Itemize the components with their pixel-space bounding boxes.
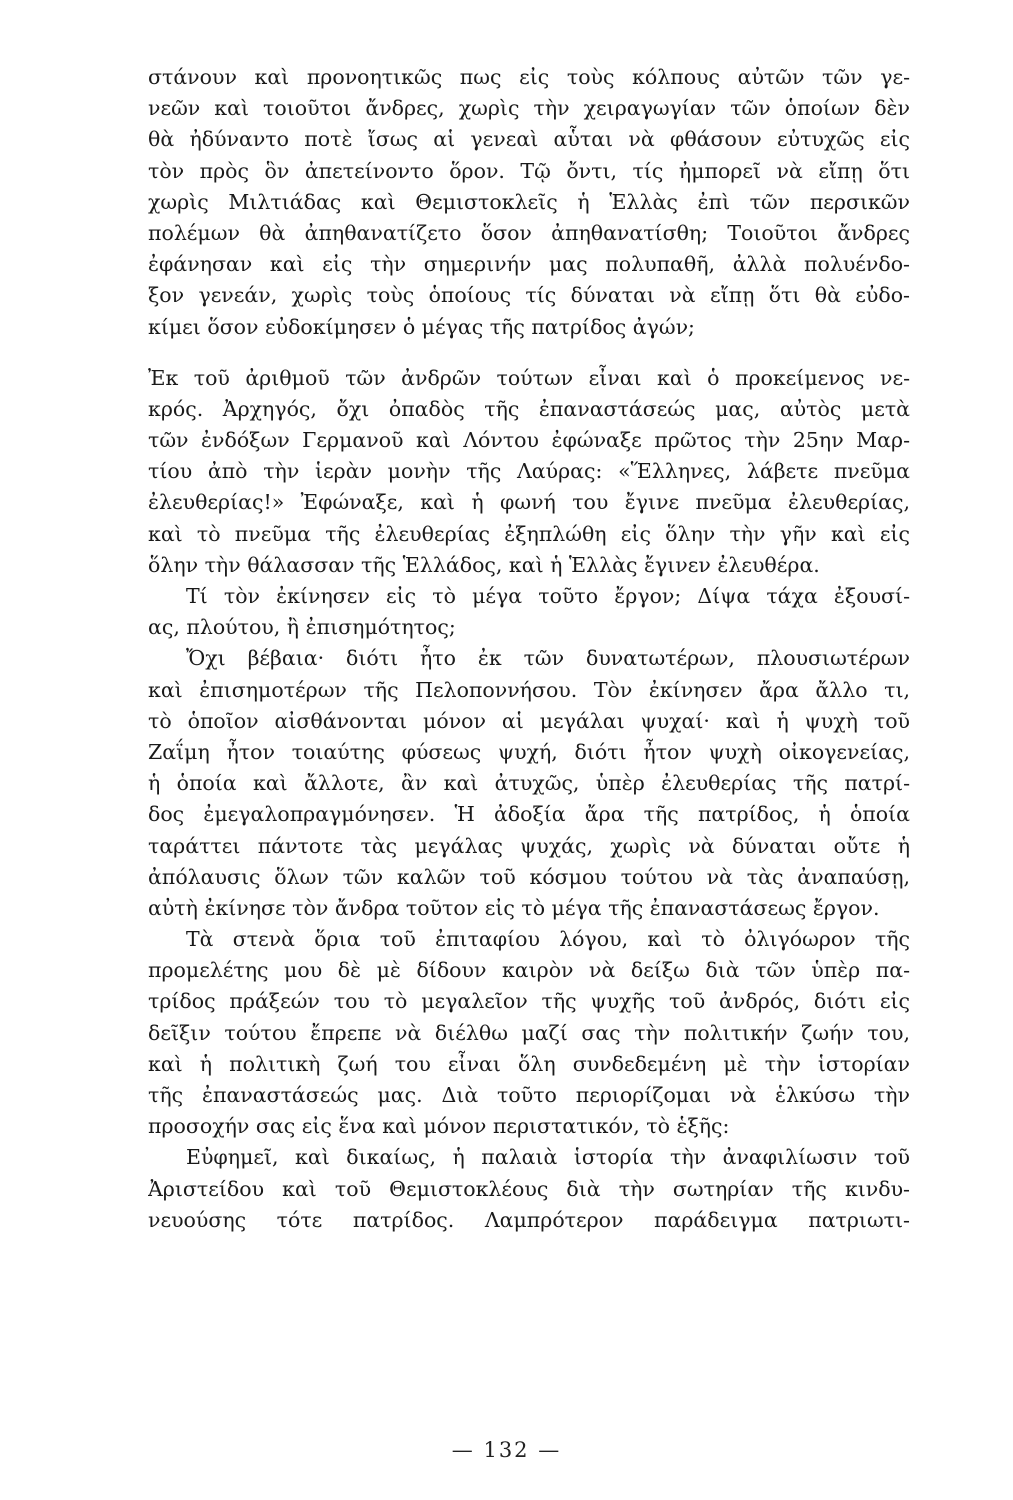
text-line: καὶ τὸ πνεῦμα τῆς ἐλευθερίας ἐξηπλώθη εἰς ὅλην τὴν γῆν καὶ εἰς bbox=[148, 521, 910, 546]
text-line: θὰ ἠδύναντο ποτὲ ἴσως αἱ γενεαὶ αὗται νὰ φθάσουν εὐτυχῶς εἰς bbox=[148, 127, 910, 152]
page-body bbox=[148, 62, 910, 1236]
text-line: Ζαΐμη ἦτον τοιαύτης φύσεως ψυχή, διότι ἦτον ψυχὴ οἰκογενείας, bbox=[148, 739, 910, 764]
text-line: προσοχήν σας εἰς ἕνα καὶ μόνον περιστατικόν, τὸ ἑξῆς: bbox=[148, 1114, 730, 1139]
text-line: καὶ ἡ πολιτικὴ ζωή του εἶναι ὅλη συνδεδεμένη μὲ τὴν ἱστορίαν bbox=[148, 1051, 910, 1076]
text-line: Ἀριστείδου καὶ τοῦ Θεμιστοκλέους διὰ τὴν σωτηρίαν τῆς κινδυ- bbox=[148, 1176, 910, 1201]
text-line: τίου ἀπὸ τὴν ἱερὰν μονὴν τῆς Λαύρας: «Ἕλληνες, λάβετε πνεῦμα bbox=[148, 459, 910, 484]
text-line: ἀπόλαυσις ὅλων τῶν καλῶν τοῦ κόσμου τούτου νὰ τὰς ἀναπαύσῃ, bbox=[148, 864, 910, 889]
text-line: ας, πλούτου, ἢ ἐπισημότητος; bbox=[148, 615, 456, 640]
paragraph-gap bbox=[148, 343, 910, 363]
text-line: ἐφάνησαν καὶ εἰς τὴν σημερινήν μας πολυπαθῆ, ἀλλὰ πολυένδο- bbox=[148, 252, 910, 277]
text-line: ἡ ὁποία καὶ ἄλλοτε, ἂν καὶ ἀτυχῶς, ὑπὲρ ἐλευθερίας τῆς πατρί- bbox=[148, 771, 910, 796]
text-line: Τὰ στενὰ ὅρια τοῦ ἐπιταφίου λόγου, καὶ τὸ ὀλιγόωρον τῆς bbox=[186, 927, 910, 952]
text-line: τὸν πρὸς ὃν ἀπετείνοντο ὅρον. Τῷ ὄντι, τίς ἠμπορεῖ νὰ εἴπῃ ὅτι bbox=[148, 158, 910, 183]
text-line: προμελέτης μου δὲ μὲ δίδουν καιρὸν νὰ δείξω διὰ τῶν ὑπὲρ πα- bbox=[148, 958, 910, 983]
text-line: τρίδος πράξεών του τὸ μεγαλεῖον τῆς ψυχῆς τοῦ ἀνδρός, διότι εἰς bbox=[148, 989, 910, 1014]
text-line: τῆς ἐπαναστάσεώς μας. Διὰ τοῦτο περιορίζομαι νὰ ἑλκύσω τὴν bbox=[148, 1083, 910, 1107]
text-line: ἐλευθερίας!» Ἐφώναξε, καὶ ἡ φωνή του ἔγινε πνεῦμα ἐλευθερίας, bbox=[148, 490, 910, 515]
text-line: νεῶν καὶ τοιοῦτοι ἄνδρες, χωρὶς τὴν χειραγωγίαν τῶν ὁποίων δὲν bbox=[148, 96, 910, 121]
text-line: Τί τὸν ἐκίνησεν εἰς τὸ μέγα τοῦτο ἔργον; Δίψα τάχα ἐξουσί- bbox=[186, 584, 910, 608]
text-line: τὸ ὁποῖον αἰσθάνονται μόνον αἱ μεγάλαι ψυχαί· καὶ ἡ ψυχὴ τοῦ bbox=[148, 708, 910, 733]
page-number: — 132 — bbox=[451, 1438, 562, 1462]
text-line: Ὄχι βέβαια· διότι ἦτο ἐκ τῶν δυνατωτέρων, πλουσιωτέρων bbox=[186, 646, 910, 671]
text-line: ταράττει πάντοτε τὰς μεγάλας ψυχάς, χωρὶς νὰ δύναται οὔτε ἡ bbox=[148, 833, 910, 858]
text-line: δεῖξιν τούτου ἔπρεπε νὰ διέλθω μαζί σας τὴν πολιτικήν ζωήν του, bbox=[148, 1020, 910, 1045]
text-line: ξον γενεάν, χωρὶς τοὺς ὁποίους τίς δύναται νὰ εἴπῃ ὅτι θὰ εὐδο- bbox=[148, 283, 910, 308]
text-line: δος ἐμεγαλοπραγμόνησεν. Ἡ ἀδοξία ἄρα τῆς πατρίδος, ἡ ὁποία bbox=[148, 802, 910, 827]
text-line: κρός. Ἀρχηγός, ὄχι ὀπαδὸς τῆς ἐπαναστάσεώς μας, αὐτὸς μετὰ bbox=[148, 396, 910, 421]
paragraph bbox=[148, 62, 910, 343]
text-line: κίμει ὅσον εὐδοκίμησεν ὁ μέγας τῆς πατρίδος ἀγών; bbox=[148, 314, 695, 339]
text-line: πολέμων θὰ ἀπηθανατίζετο ὅσον ἀπηθανατίσθη; Τοιοῦτοι ἄνδρες bbox=[148, 220, 910, 245]
paragraph bbox=[148, 363, 910, 581]
text-line: στάνουν καὶ προνοητικῶς πως εἰς τοὺς κόλπους αὐτῶν τῶν γε- bbox=[148, 65, 910, 89]
text-line: νευούσης τότε πατρίδος. Λαμπρότερον παράδειγμα πατριωτι- bbox=[148, 1207, 910, 1232]
text-line: Ἐκ τοῦ ἀριθμοῦ τῶν ἀνδρῶν τούτων εἶναι καὶ ὁ προκείμενος νε- bbox=[148, 365, 910, 390]
paragraph bbox=[148, 1142, 910, 1236]
text-line: χωρὶς Μιλτιάδας καὶ Θεμιστοκλεῖς ἡ Ἑλλὰς ἐπὶ τῶν περσικῶν bbox=[148, 189, 910, 214]
paragraph bbox=[148, 924, 910, 1142]
text-line: ὅλην τὴν θάλασσαν τῆς Ἑλλάδος, καὶ ἡ Ἑλλὰς ἔγινεν ἐλευθέρα. bbox=[148, 552, 820, 577]
paragraph bbox=[148, 643, 910, 924]
text-line: αὐτὴ ἐκίνησε τὸν ἄνδρα τοῦτον εἰς τὸ μέγα τῆς ἐπαναστάσεως ἔργον. bbox=[148, 895, 880, 920]
text-line: Εὐφημεῖ, καὶ δικαίως, ἡ παλαιὰ ἱστορία τὴν ἀναφιλίωσιν τοῦ bbox=[186, 1145, 910, 1170]
text-line: τῶν ἐνδόξων Γερμανοῦ καὶ Λόντου ἐφώναξε πρῶτος τὴν 25ην Μαρ- bbox=[148, 428, 910, 453]
paragraph bbox=[148, 581, 910, 643]
text-line: καὶ ἐπισημοτέρων τῆς Πελοποννήσου. Τὸν ἐκίνησεν ἄρα ἄλλο τι, bbox=[148, 677, 910, 702]
